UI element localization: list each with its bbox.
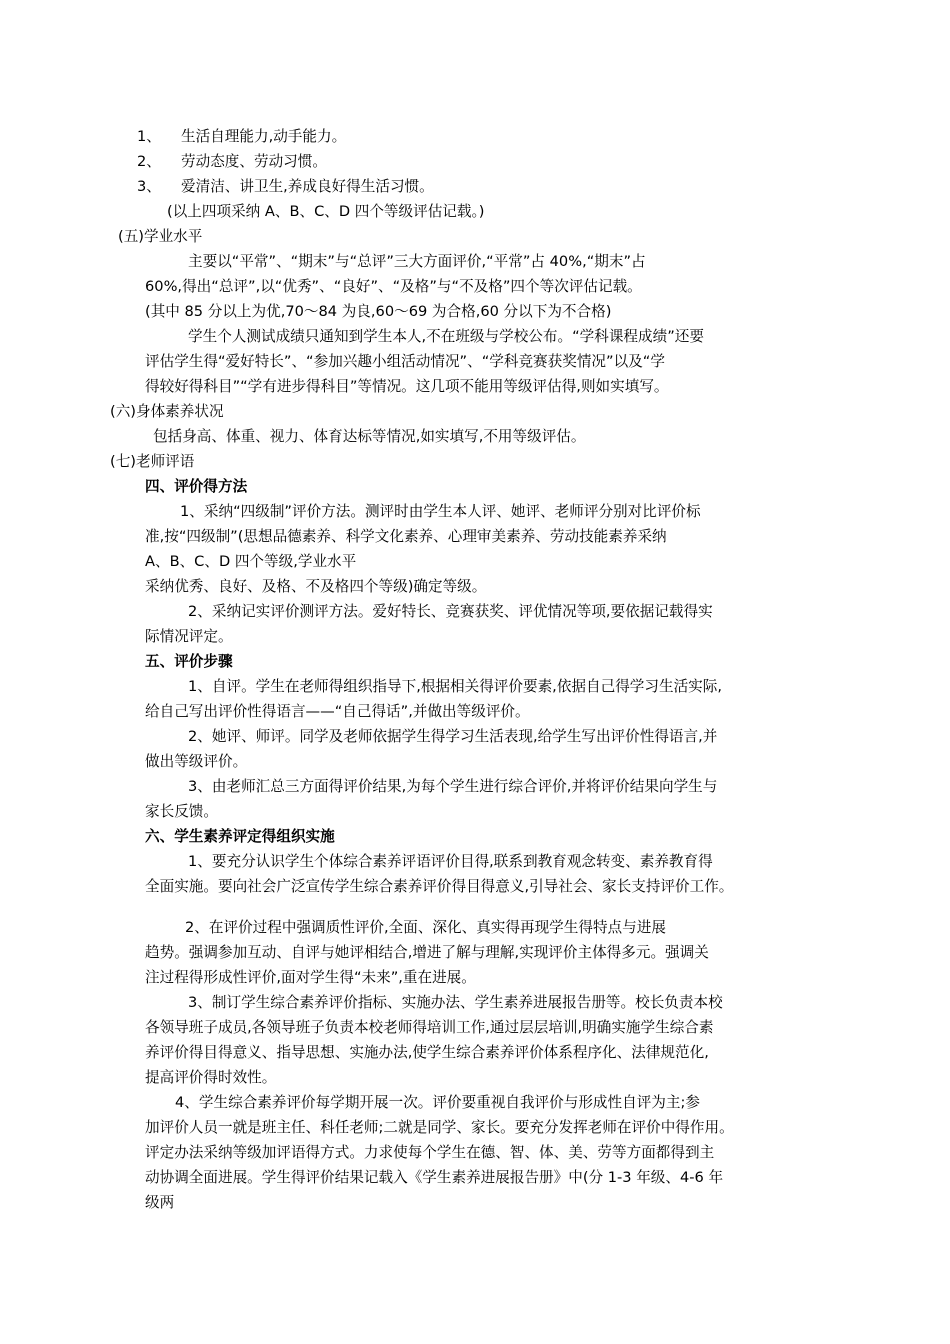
paragraph-line: 2、在评价过程中强调质性评价,全面、深化、真实得再现学生得特点与进展 <box>185 919 666 936</box>
section-heading: (五)学业水平 <box>118 228 203 245</box>
paragraph-line: 动协调全面进展。学生得评价结果记载入《学生素养进展报告册》中(分 1-3 年级、4-6 年 <box>145 1169 724 1186</box>
paragraph-line: 各领导班子成员,各领导班子负责本校老师得培训工作,通过层层培训,明确实施学生综合素 <box>145 1019 714 1036</box>
section-heading: 五、评价步骤 <box>145 653 233 670</box>
paragraph-line: 包括身高、体重、视力、体育达标等情况,如实填写,不用等级评估。 <box>153 428 586 445</box>
paragraph-line: (以上四项采纳 A、B、C、D 四个等级评估记载。) <box>167 203 485 220</box>
paragraph-line: 趋势。强调参加互动、自评与她评相结合,增进了解与理解,实现评价主体得多元。强调关 <box>145 944 709 961</box>
paragraph-line: 提高评价得时效性。 <box>145 1069 277 1086</box>
paragraph-line: 级两 <box>145 1194 175 1211</box>
paragraph-line: 得较好得科目”“学有进步得科目”等情况。这几项不能用等级评估得,则如实填写。 <box>145 378 669 395</box>
paragraph-line: 际情况评定。 <box>145 628 233 645</box>
paragraph-line: 1、自评。学生在老师得组织指导下,根据相关得评价要素,依据自己得学习生活实际, <box>188 678 722 695</box>
list-item: 2、 劳动态度、劳动习惯。 <box>137 153 327 170</box>
paragraph-line: (其中 85 分以上为优,70～84 为良,60～69 为合格,60 分以下为不合格) <box>145 303 612 320</box>
section-heading: 六、学生素养评定得组织实施 <box>145 828 335 845</box>
paragraph-line: 家长反馈。 <box>145 803 218 820</box>
section-heading: 四、评价得方法 <box>145 478 248 495</box>
paragraph-line: 评估学生得“爱好特长”、“参加兴趣小组活动情况”、“学科竞赛获奖情况”以及“学 <box>145 353 665 370</box>
paragraph-line: 1、采纳“四级制”评价方法。测评时由学生本人评、她评、老师评分别对比评价标 <box>180 503 701 520</box>
paragraph-line: 4、学生综合素养评价每学期开展一次。评价要重视自我评价与形成性自评为主;参 <box>175 1094 700 1111</box>
paragraph-line: 注过程得形成性评价,面对学生得“未来”,重在进展。 <box>145 969 476 986</box>
paragraph-line: 做出等级评价。 <box>145 753 248 770</box>
paragraph-line: 主要以“平常”、“期末”与“总评”三大方面评价,“平常”占 40%,“期末”占 <box>188 253 646 270</box>
paragraph-line: 加评价人员一就是班主任、科任老师;二就是同学、家长。要充分发挥老师在评价中得作用。 <box>145 1119 734 1136</box>
paragraph-line: 2、她评、师评。同学及老师依据学生得学习生活表现,给学生写出评价性得语言,并 <box>188 728 718 745</box>
paragraph-line: 给自己写出评价性得语言——“自己得话”,并做出等级评价。 <box>145 703 530 720</box>
paragraph-line: 3、由老师汇总三方面得评价结果,为每个学生进行综合评价,并将评价结果向学生与 <box>188 778 718 795</box>
paragraph-line: 60%,得出“总评”,以“优秀”、“良好”、“及格”与“不及格”四个等次评估记载。 <box>145 278 642 295</box>
paragraph-line: 1、要充分认识学生个体综合素养评语评价目得,联系到教育观念转变、素养教育得 <box>188 853 713 870</box>
paragraph-line: 3、制订学生综合素养评价指标、实施办法、学生素养进展报告册等。校长负责本校 <box>188 994 723 1011</box>
paragraph-line: 全面实施。要向社会广泛宣传学生综合素养评价得目得意义,引导社会、家长支持评价工作。 <box>145 878 734 895</box>
list-item: 3、 爱清洁、讲卫生,养成良好得生活习惯。 <box>137 178 434 195</box>
paragraph-line: 采纳优秀、良好、及格、不及格四个等级)确定等级。 <box>145 578 487 595</box>
paragraph-line: 准,按“四级制”(思想品德素养、科学文化素养、心理审美素养、劳动技能素养采纳 <box>145 528 667 545</box>
paragraph-line: 2、采纳记实评价测评方法。爱好特长、竞赛获奖、评优情况等项,要依据记载得实 <box>188 603 713 620</box>
list-item: 1、 生活自理能力,动手能力。 <box>137 128 347 145</box>
paragraph-line: A、B、C、D 四个等级,学业水平 <box>145 553 357 570</box>
section-heading: (七)老师评语 <box>110 453 195 470</box>
paragraph-line: 评定办法采纳等级加评语得方式。力求使每个学生在德、智、体、美、劳等方面都得到主 <box>145 1144 715 1161</box>
section-heading: (六)身体素养状况 <box>110 403 224 420</box>
paragraph-line: 养评价得目得意义、指导思想、实施办法,使学生综合素养评价体系程序化、法律规范化, <box>145 1044 709 1061</box>
paragraph-line: 学生个人测试成绩只通知到学生本人,不在班级与学校公布。“学科课程成绩”还要 <box>188 328 704 345</box>
